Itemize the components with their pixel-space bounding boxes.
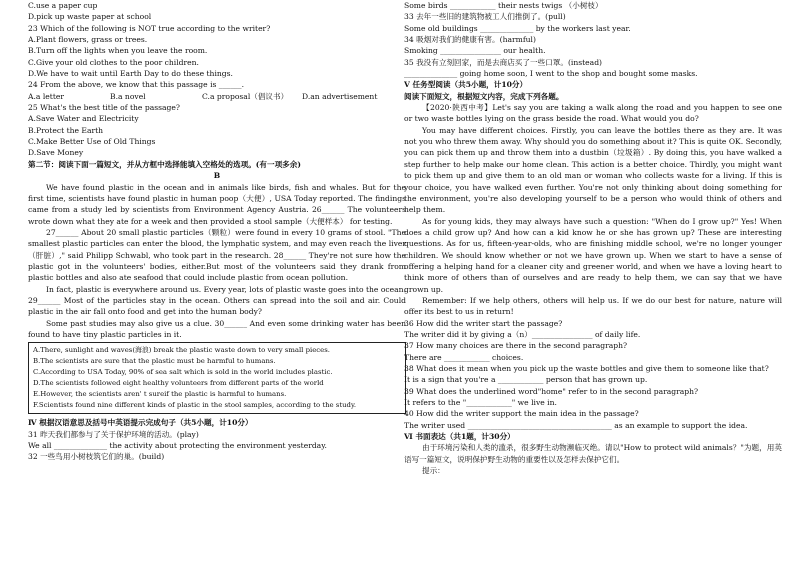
box-option: E.However, the scientists aren' t sureif the plastic is harmful to humans. [33, 390, 287, 399]
q23-option-a: A.Plant flowers, grass or trees. [28, 35, 148, 45]
box-option: C.According to USA Today, 90% of sea salt which is sold in the world includes plastic. [33, 368, 333, 377]
q38-question: 38 What does it mean when you pick up the waste bottles and give them to someone like that? [404, 364, 769, 373]
passage-paragraph: As for young kids, they may always have such a question: "When do I grow up?" Yes! When does a child grow up? And how can a kid know he or she has grown up? These are interesting questions. As for us, fifteen-year-olds, who are finishing middle school, we're no longer younger children. We should know whether or not we have grown up. When we start to have a sense of offering a helping hand for a cleaner city and greener world, and when we have a loving heart to think more of others than of ourselves and are ready to help them, we can say that we have grown up. [404, 216, 782, 294]
q39-answer-line: It refers to the "____________" we live in. [404, 398, 557, 408]
box-option: D.The scientists followed eight healthy volunteers from different parts of the world [33, 379, 324, 388]
q34-chinese: 34 吸烟对我们的健康有害。(harmful) [404, 35, 536, 45]
q39-question: 39 What does the underlined word"home" refer to in the second paragraph? [404, 386, 699, 396]
q22-option-c: C.use a paper cup [28, 1, 98, 10]
q40-answer-line: The writer used ______________________________________ as an example to support the idea. [404, 420, 748, 430]
q36-question: 36 How did the writer start the passage? [404, 318, 563, 328]
passage-b-paragraph: We have found plastic in the ocean and in animals like birds, fish and whales. But for the first time, scientists have found plastic in human poop（大便）, USA Today reported. The findings came from a study led by scientists from Environment Agency Austria. 26______ The volunteers wrote down what they ate for a week and then provided a stool sample（大便样本） for testing. [28, 182, 406, 226]
left-column [28, 0, 406, 561]
passage-paragraph: Remember: If we help others, others will help us. If we do our best for nature, nature will offer its best to us in return! [404, 295, 782, 317]
q22-option-d: D.pick up waste paper at school [28, 12, 152, 22]
box-option: F.Scientists found nine different kinds of plastic in the stool samples, according to the study. [33, 401, 357, 410]
q36-answer-line: The writer did it by giving a（n）________________ of daily life. [404, 329, 641, 339]
q24-stem: 24 From the above, we know that this passage is ______. [28, 80, 244, 90]
q24-option-a: A.a letter [28, 91, 64, 101]
passage-paragraph: You may have different choices. Firstly, you can leave the bottles there as they are. It was not you who threw them away. Why should you do something about it? This is quite OK. Secondly, you can pick them up and throw them into a dustbin（垃圾箱）. By doing this, you have walked a step further to help make our home clean. This action is a better choice. Thirdly, you might want to pick them up and give them to an old man or woman who collects waste for a living. If this is your choice, you have walked even further. You're not only thinking about doing something for the environment, you're also developing yourself to be a person who would think of others and help them. [404, 125, 782, 215]
q23-option-b: B.Turn off the lights when you leave the room. [28, 46, 208, 56]
box-option: B.The scientists are sure that the plastic must be harmful to humans. [33, 357, 276, 366]
q24-options [28, 91, 406, 102]
q25-stem: 25 What's the best title of the passage? [28, 103, 180, 113]
q25-option-b: B.Protect the Earth [28, 125, 104, 135]
q32-chinese: 32 一些鸟用小树枝筑它们的巢。(build) [28, 452, 165, 462]
box-option: A.There, sunlight and waves(海浪) break the plastic waste down to very small pieces. [33, 346, 330, 355]
options-box [28, 342, 406, 414]
q35-chinese: 35 我没有立刻回家，而是去商店买了一些口罩。(instead) [404, 57, 603, 67]
writing-prompt: 由于环境污染和人类的滥杀，很多野生动物濒临灭绝。请以"How to protect wild animals？"为题，用英语写一篇短文，说明保护野生动物的重要性以及怎样去保护它们。 [404, 443, 782, 464]
right-column [404, 0, 782, 561]
hint-label: 提示： [422, 466, 445, 476]
q23-option-d: D.We have to wait until Earth Day to do these things. [28, 69, 233, 79]
q34-english: Smoking ________________ our health. [404, 46, 546, 56]
q25-option-c: C.Make Better Use of Old Things [28, 137, 156, 147]
q25-option-d: D.Save Money [28, 148, 84, 158]
q23-stem: 23 Which of the following is NOT true according to the writer? [28, 23, 271, 33]
q40-question: 40 How did the writer support the main idea in the passage? [404, 409, 639, 419]
q23-option-c: C.Give your old clothes to the poor children. [28, 57, 199, 67]
q35-english: ______________ going home soon, I went to the shop and bought some masks. [404, 69, 698, 79]
section6-heading: Ⅵ 书面表达（共1题，计30分） [404, 432, 515, 442]
section5-instructions: 阅读下面短文，根据短文内容，完成下列各题。 [404, 91, 564, 101]
passage-b-paragraph: Some past studies may also give us a clue. 30______ And even some drinking water has been found to have tiny plastic particles in it. [28, 318, 406, 339]
q31-chinese: 31 昨天我们都参与了关于保护环境的活动。(play) [28, 429, 199, 439]
q25-option-a: A.Save Water and Electricity [28, 114, 139, 124]
q32-english: Some birds ____________ their nests twigs （小树枝） [404, 1, 603, 10]
q24-option-b: B.a novel [110, 91, 146, 101]
section2-heading: 第二节：阅读下面一篇短文，并从方框中选择能填入空格处的选项。(有一项多余) [28, 159, 301, 169]
q38-answer-line: It is a sign that you're a ____________ person that has grown up. [404, 375, 648, 385]
passage-b-paragraph: 27______ About 20 small plastic particles（颗粒）were found in every 10 grams of stool. "The smallest plastic particles can enter the blood, the lymphatic system, and may even reach the liver（肝脏）," said Philipp Schwabl, who took part in the research. 28______ They're not sure how the plastic got in the volunteers' bodies, either.But most of the volunteers said they drank from plastic bottles and also ate seafood that could include plastic from ocean pollution. [28, 227, 406, 283]
q24-option-c: C.a proposal（倡议书） [202, 91, 289, 101]
passage-b-paragraph: In fact, plastic is everywhere around us. Every year, lots of plastic waste goes into the ocean. 29______ Most of the particles stay in the ocean. Others can spread into the soil and air. Could plastic in the air fall onto food and get into the human body? [28, 284, 406, 317]
q33-english: Some old buildings ______________ by the workers last year. [404, 23, 631, 33]
q31-english: We all ______________ the activity about protecting the environment yesterday. [28, 441, 327, 450]
section5-heading: Ⅴ 任务型阅读（共5小题，计10分） [404, 80, 528, 90]
passage-paragraph: 【2020·陕西中考】Let's say you are taking a walk along the road and you happen to see one or two waste bottles lying on the grass beside the road. What would you do? [404, 103, 782, 124]
section4-heading: Ⅳ 根据汉语意思及括号中英语提示完成句子（共5小题，计10分） [28, 418, 253, 428]
q24-option-d: D.an advertisement [302, 91, 378, 101]
q37-question: 37 How many choices are there in the second paragraph? [404, 341, 628, 351]
q33-chinese: 33 去年一些旧的建筑物被工人们推倒了。(pull) [404, 12, 566, 22]
q37-answer-line: There are ____________ choices. [404, 352, 524, 362]
passage-b-label: B [213, 171, 221, 181]
